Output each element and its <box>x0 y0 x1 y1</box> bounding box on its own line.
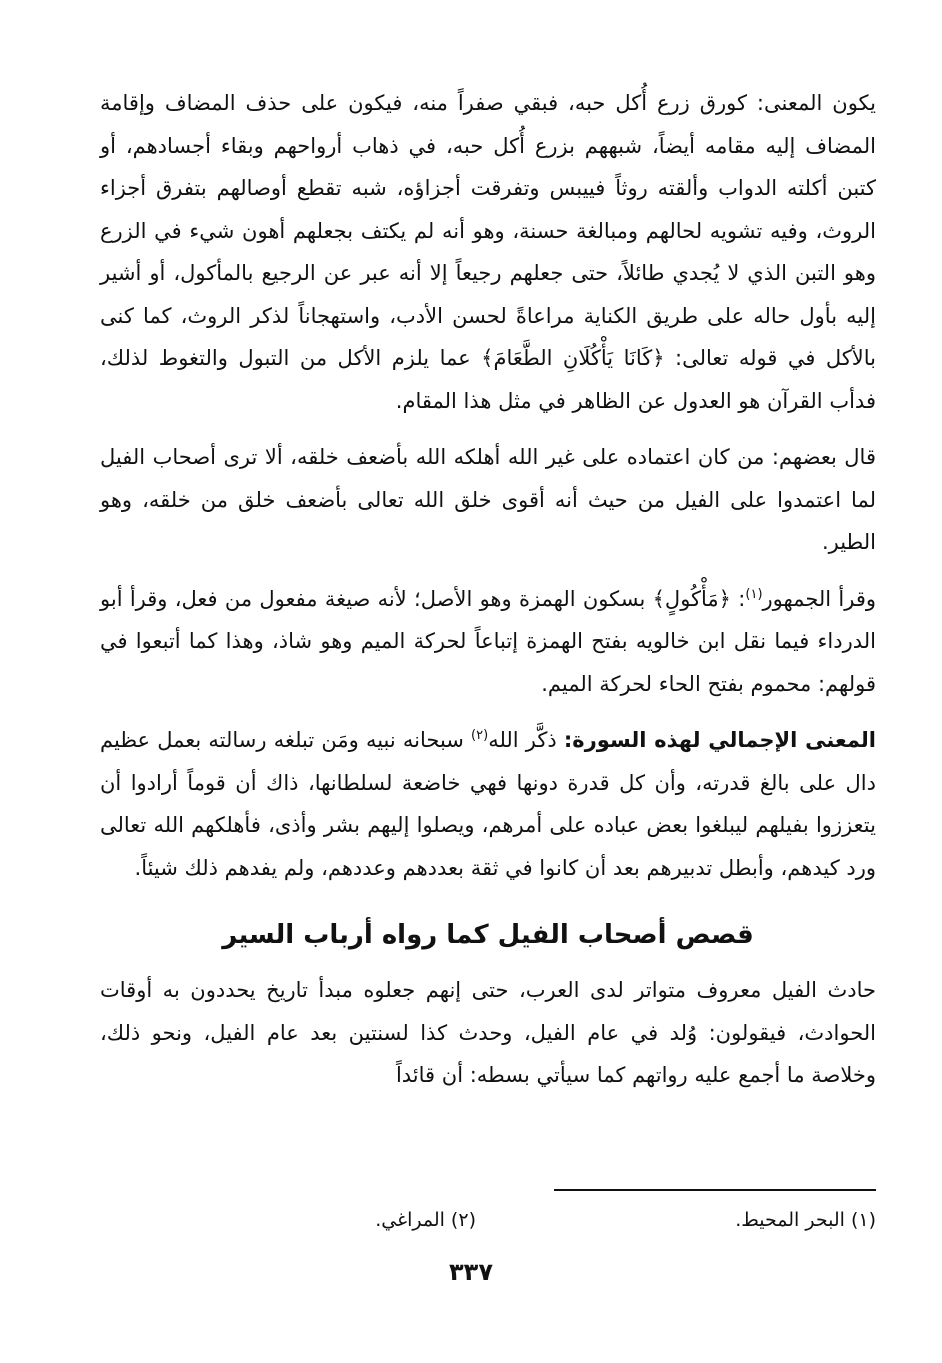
summary-lead: المعنى الإجمالي لهذه السورة: <box>563 728 876 752</box>
paragraph-story: حادث الفيل معروف متواتر لدى العرب، حتى إنهم جعلوه مبدأ تاريخ يحددون به أوقات الحوادث، فيقولون: وُلد في عام الفيل، وحدث كذا لسنتين بعد عام الفيل، ونحو ذلك، وخلاصة ما أجمع عليه رواتهم كما سيأتي بسطه: أن قائداً <box>100 978 876 1087</box>
reading-text: : ﴿مَأْكُولٍ﴾ بسكون الهمزة وهو الأصل؛ لأنه صيغة مفعول من فعل، وقرأ أبو الدرداء فيما نقل ابن خالويه بفتح الهمزة إتباعاً لحركة الميم وهو شاذ، وهذا كما أتبعوا في قولهم: محموم بفتح الحاء لحركة الميم. <box>100 586 876 696</box>
paragraph-meaning: يكون المعنى: كورق زرع أُكل حبه، فبقي صفراً منه، فيكون على حذف المضاف وإقامة المضاف إليه مقامه أيضاً، شبههم بزرع أُكل حبه، في ذهاب أرواحهم وبقاء أجسادهم، أو كتبن أكلته الدواب وألقته روثاً فييبس وتفرقت أجزاؤه، شبه تقطع أوصالهم بتفرق أجزاء الروث، وفيه تشويه لحالهم ومبالغة حسنة، وهو أنه لم يكتف بجعلهم أهون شيء في الزرع وهو التبن الذي لا يُجدي طائلاً، حتى جعلهم رجيعاً إلا أنه عبر عن الرجيع بالمأكول، أو أشير إليه بأول حاله على طريق الكناية مراعاةً لحسن الأدب، واستهجاناً لذكر الروث، كما كنى بالأكل في قوله تعالى: ﴿كَانَا يَأْكُلَانِ الطَّعَامَ﴾ عما يلزم الأكل من التبول والتغوط لذلك، فدأب القرآن هو العدول عن الظاهر في مثل هذا المقام. <box>100 91 876 413</box>
reading-lead: وقرأ الجمهور <box>762 586 877 611</box>
footnote-1: (١) البحر المحيط. <box>735 1209 876 1231</box>
paragraph-summary <box>100 719 876 889</box>
paragraph-reading <box>100 578 876 706</box>
footnote-ref-2: (٢) <box>471 728 489 743</box>
footnote-ref-1: (١) <box>745 586 763 602</box>
paragraph-quote: قال بعضهم: من كان اعتماده على غير الله أهلكه الله بأضعف خلقه، ألا ترى أصحاب الفيل لما اعتمدوا على الفيل من حيث أنه أقوى خلق الله تعالى بأضعف خلق من خلقه، وهو الطير. <box>100 445 876 554</box>
footnote-divider <box>554 1189 876 1191</box>
section-heading: قصص أصحاب الفيل كما رواه أرباب السير <box>222 920 754 950</box>
summary-text: سبحانه نبيه ومَن تبلغه رسالته بعمل عظيم دال على بالغ قدرته، وأن كل قدرة دونها فهي خاضعة لسلطانها، ذاك أن قوماً أرادوا أن يتعززوا بفيلهم ليبلغوا بعض عباده على أمرهم، ويصلوا إليهم بشر وأذى، فأهلكهم الله تعالى ورد كيدهم، وأبطل تدبيرهم بعد أن كانوا في ثقة بعددهم وعددهم، ولم يفدهم ذلك شيئاً. <box>100 728 876 880</box>
page-body <box>100 82 876 1097</box>
footnote-2: (٢) المراغي. <box>375 1209 476 1231</box>
summary-lead-text: ذكَّر الله <box>488 728 564 752</box>
page-number: ٣٣٧ <box>449 1258 493 1286</box>
